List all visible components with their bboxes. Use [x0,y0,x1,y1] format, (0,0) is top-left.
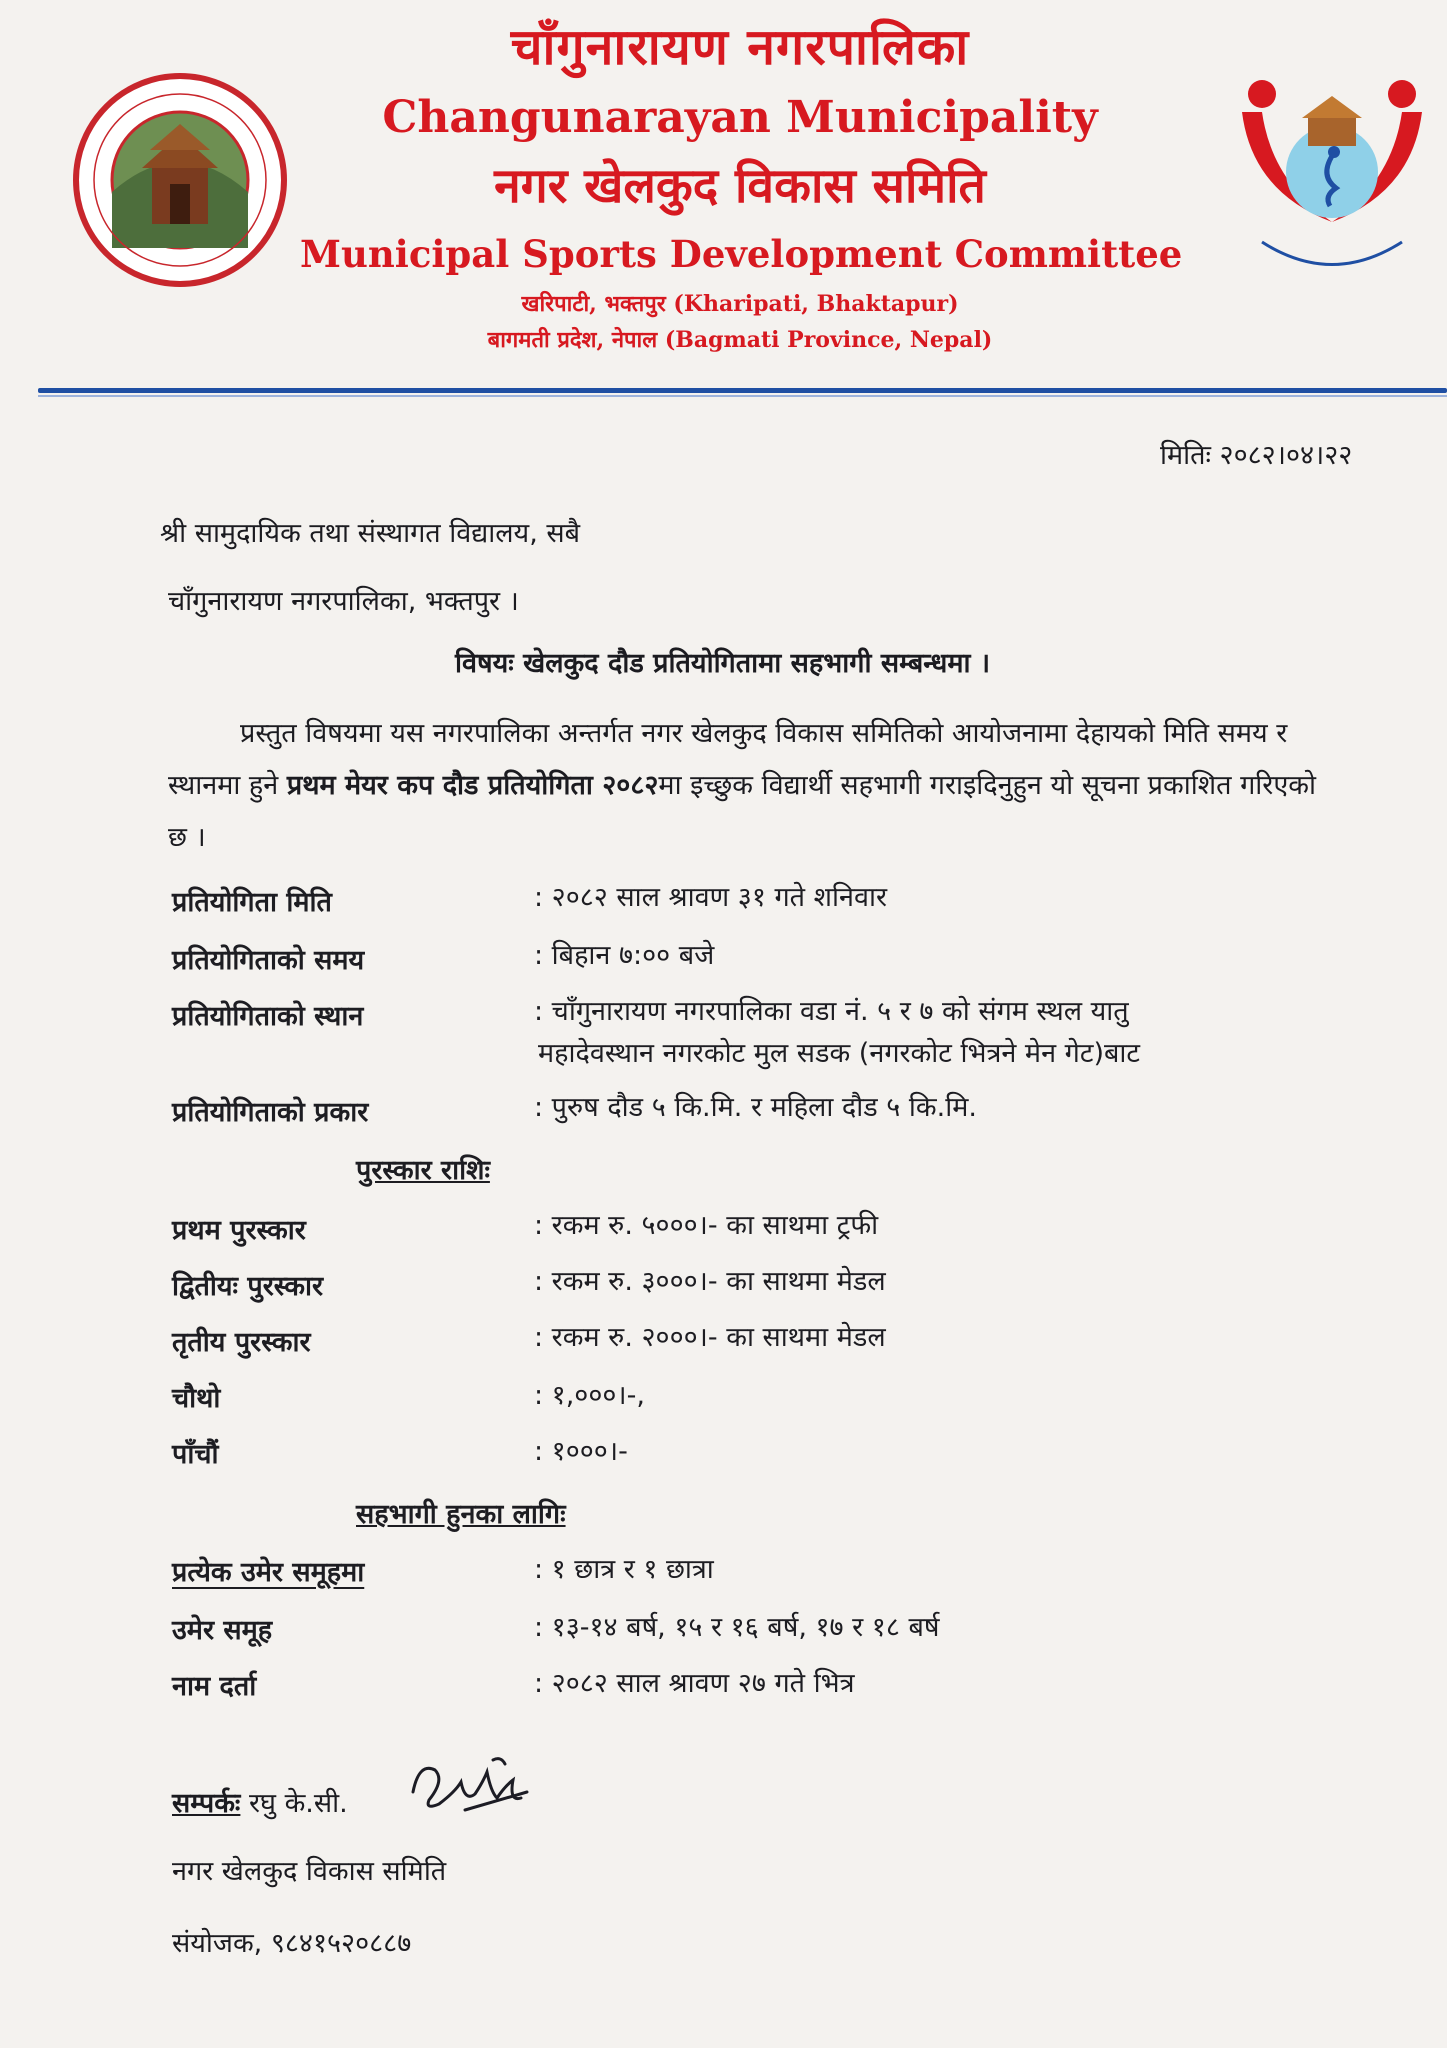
detail-label: प्रतियोगिताको प्रकार [172,1097,369,1128]
municipality-title-np: चाँगुनारायण नगरपालिका [510,18,970,76]
prize-label: पाँचौं [172,1439,219,1470]
prize-value: : रकम रु. ५०००।- का साथमा ट्रफी [534,1210,879,1241]
participation-heading: सहभागी हुनका लागिः [356,1499,566,1530]
detail-label: प्रतियोगिता मिति [172,887,332,918]
detail-label: प्रतियोगिताको स्थान [172,1001,364,1032]
prize-value: : रकम रु. ३०००।- का साथमा मेडल [534,1266,886,1297]
body-text-2: मा इच्छुक विद्यार्थी सहभागी गराइदिनुहुन यो सूचना प्रकाशित गरिएको छ । [168,770,1316,853]
committee-title-en: Municipal Sports Development Committee [300,232,1183,276]
detail-value: : २०८२ साल श्रावण ३१ गते शनिवार [534,882,888,913]
letter-date: मितिः २०८२।०४।२२ [1160,440,1353,471]
prize-value: : १०००।- [534,1436,628,1467]
recipient-line-2: चाँगुनारायण नगरपालिका, भक्तपुर । [168,586,519,617]
address-line-1: खरिपाटी, भक्तपुर (Kharipati, Bhaktapur) [521,291,959,317]
contact-key: सम्पर्कः [172,1788,241,1819]
participation-label: नाम दर्ता [172,1671,257,1702]
detail-value-continued: महादेवस्थान नगरकोट मुल सडक (नगरकोट भित्रने मेन गेट)बाट [538,1038,1141,1069]
municipality-title-en: Changunarayan Municipality [382,92,1098,143]
detail-value: : चाँगुनारायण नगरपालिका वडा नं. ५ र ७ को संगम स्थल यातु [534,996,1129,1027]
participation-value: : १३-१४ बर्ष, १५ र १६ बर्ष, १७ र १८ बर्ष [534,1612,940,1643]
prizes-heading: पुरस्कार राशिः [356,1155,490,1186]
committee-title-np: नगर खेलकुद विकास समिति [494,158,986,214]
detail-label: प्रतियोगिताको समय [172,945,365,976]
body-text-1: प्रस्तुत विषयमा यस नगरपालिका अन्तर्गत नगर खेलकुद विकास समितिको आयोजनामा देहायको मिति समय र स्थानमा हुने [168,718,1288,801]
committee-signoff: नगर खेलकुद विकास समिति [172,1856,447,1887]
participation-label: प्रत्येक उमेर समूहमा [172,1557,365,1588]
contact-name: रघु के.सी. [240,1788,348,1819]
prize-label: चौथो [172,1383,221,1414]
detail-value: : पुरुष दौड ५ कि.मि. र महिला दौड ५ कि.मि. [534,1092,977,1123]
participation-label: उमेर समूह [172,1615,273,1646]
sports-committee-emblem-icon [1232,72,1432,284]
body-text-bold: प्रथम मेयर कप दौड प्रतियोगिता २०८२ [286,770,659,801]
municipal-seal-icon [72,72,288,288]
coordinator-phone: संयोजक, ९८४१५२०८८७ [172,1928,412,1959]
recipient-line-1: श्री सामुदायिक तथा संस्थागत विद्यालय, सबै [160,518,581,549]
address-line-2: बागमती प्रदेश, नेपाल (Bagmati Province, Nepal) [487,327,993,353]
prize-value: : रकम रु. २०००।- का साथमा मेडल [534,1322,886,1353]
header-divider [38,388,1447,393]
participation-value: : १ छात्र र १ छात्रा [534,1554,714,1585]
body-paragraph [168,708,1328,864]
participation-value: : २०८२ साल श्रावण २७ गते भित्र [534,1668,855,1699]
detail-value: : बिहान ७:०० बजे [534,940,715,971]
signature-icon [405,1752,535,1822]
letterhead [300,14,1183,353]
prize-value: : १,०००।-, [534,1380,645,1411]
prize-label: द्वितीयः पुरस्कार [172,1271,324,1302]
prize-label: प्रथम पुरस्कार [172,1215,306,1246]
prize-label: तृतीय पुरस्कार [172,1327,311,1358]
contact-line [172,1788,348,1820]
subject-line: विषयः खेलकुद दौड प्रतियोगितामा सहभागी सम्बन्धमा । [455,648,991,679]
header-divider-shadow [38,395,1447,397]
